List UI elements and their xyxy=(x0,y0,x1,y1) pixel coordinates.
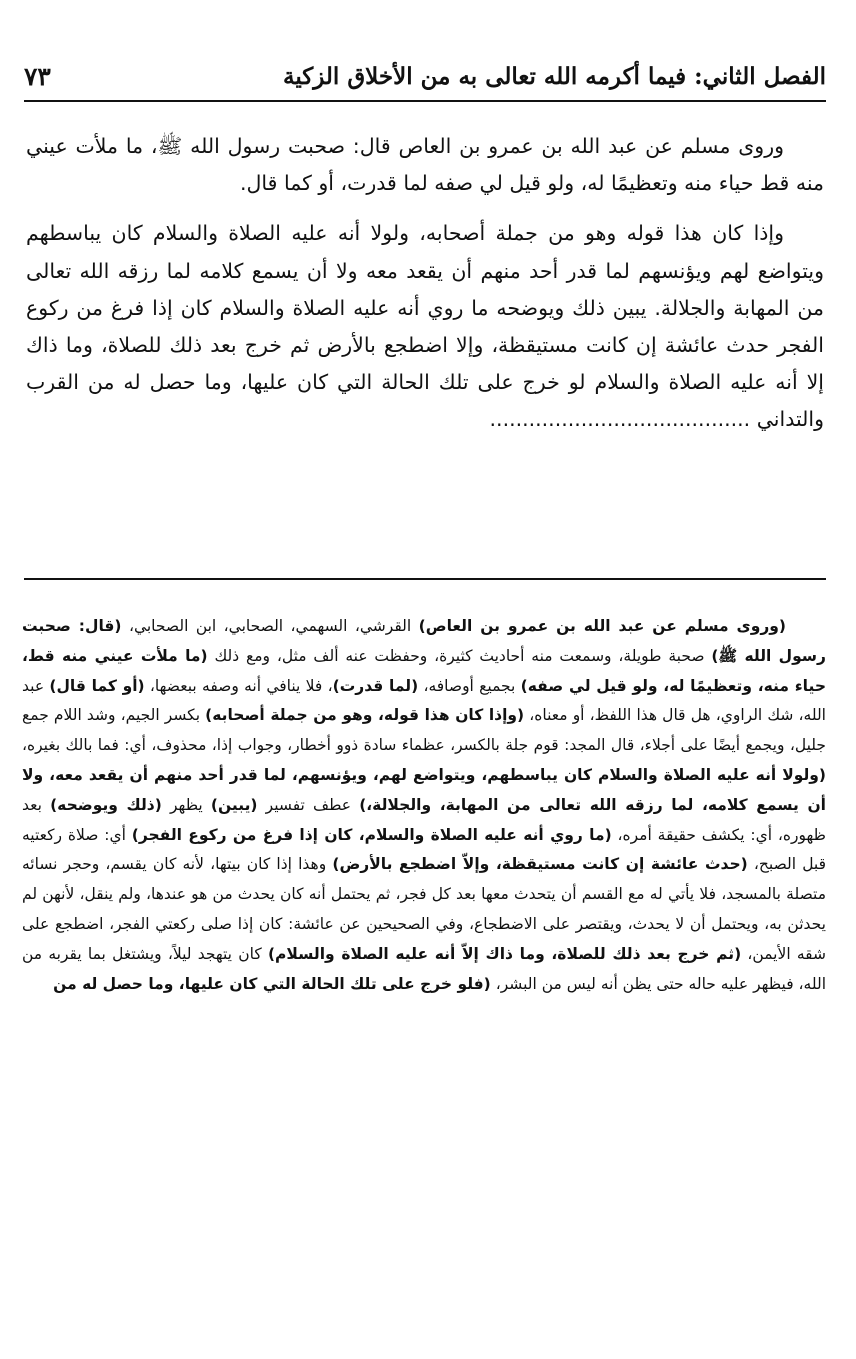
quoted-text-segment: (ما روي أنه عليه الصلاة والسلام، كان إذا فرغ من ركوع الفجر) xyxy=(131,825,612,844)
commentary-text-segment: عطف تفسير xyxy=(257,795,360,814)
header-divider xyxy=(24,100,826,102)
quoted-text-segment: (لما قدرت) xyxy=(332,676,419,695)
page-number: ٧٣ xyxy=(24,61,51,91)
commentary-text-segment: القرشي، السهمي، الصحابي، ابن الصحابي، xyxy=(121,617,419,635)
quoted-text-segment: (ما ملأت عيني منه قط، حياء منه، وتعظيمًا له، ولو قيل لي صفه) xyxy=(22,646,826,695)
commentary-text-segment: يظهر xyxy=(161,795,211,814)
chapter-title: الفصل الثاني: فيما أكرمه الله تعالى به من الأخلاق الزكية xyxy=(283,62,826,90)
commentary-text-segment: ، فلا ينافي أنه وصفه ببعضها، xyxy=(144,676,333,695)
commentary-text-segment: بجميع أوصافه، xyxy=(418,676,521,695)
main-text xyxy=(26,128,824,439)
quoted-text-segment: (ولولا أنه عليه الصلاة والسلام كان يباسطهم، ويتواضع لهم، ويؤنسهم، لما قدر أحد منهم أن يقعد معه، ولا أن يسمع كلامه، لما رزقه الله تعالى من المهابة، والجلالة،) xyxy=(22,765,826,814)
quoted-text-segment: (قال: صحبت رسول الله ﷺ) xyxy=(22,617,826,665)
continuation-dots: ........................................ xyxy=(489,407,751,432)
footnote-divider xyxy=(24,578,826,580)
commentary-text-segment: عبد الله، شك الراوي، هل قال هذا اللفظ، أو معناه، xyxy=(22,676,826,725)
main-paragraph-1: وروى مسلم عن عبد الله بن عمرو بن العاص قال: صحبت رسول الله ﷺ، ما ملأت عيني منه قط حياء منه وتعظيمًا له، ولو قيل لي صفه لما قدرت، أو كما قال. xyxy=(26,134,824,196)
quoted-text-segment: (وإذا كان هذا قوله، وهو من جملة أصحابه) xyxy=(205,706,525,725)
main-paragraph-2-text: وإذا كان هذا قوله وهو من جملة أصحابه، ولولا أنه عليه الصلاة والسلام كان يباسطهم ويتواضع لهم ويؤنسهم لما قدر أحد منهم أن يقعد معه ولا أن يسمع كلامه لما رزقه الله تعالى من المهابة والجلالة. يبين ذلك ويوضحه ما روي أنه عليه الصلاة والسلام كان إذا فرغ من ركوع الفجر حدث عائشة إن كانت مستيقظة، وإلا اضطجع بالأرض ثم خرج بعد ذلك للصلاة، وما ذاك إلا أنه عليه الصلاة والسلام لو خرج على تلك الحالة التي كان عليها، وما حصل له من القرب والتداني xyxy=(26,221,824,432)
commentary-text-segment: وهذا إذا كان بيتها، لأنه كان يقسم، وحجر نسائه متصلة بالمسجد، فلا يأتي له مع القسم أن يتحدث معها بعد كل فجر، ثم يحتمل أنه كان يحدث من هو عندها، ولم ينقل، لأنهن لم يحدثن به، ويحتمل أن لا يحدث، ويقتصر على الاضطجاع، وفي الصحيحين عن عائشة: كان إذا صلى ركعتي الفجر، اضطجع على شقه الأيمن، xyxy=(22,855,826,963)
commentary-text-segment: كان يتهجد ليلاً، ويشتغل بما يقربه من الله، فيظهر عليه حاله حتى يظن أنه ليس من البشر، xyxy=(22,944,826,993)
quoted-text-segment: (وروى مسلم عن عبد الله بن عمرو بن العاص) xyxy=(418,617,786,635)
quoted-text-segment: (ثم خرج بعد ذلك للصلاة، وما ذاك إلاّ أنه عليه الصلاة والسلام) xyxy=(267,944,742,963)
commentary-text-segment: بعد ظهوره، أي: يكشف حقيقة أمره، xyxy=(22,795,826,844)
quoted-text-segment: (أو كما قال) xyxy=(49,676,145,695)
quoted-text-segment: (فلو خرج على تلك الحالة التي كان عليها، وما حصل له من xyxy=(53,974,491,993)
quoted-text-segment: (يبين) xyxy=(210,795,258,814)
quoted-text-segment: (حدث عائشة إن كانت مستيقظة، وإلاّ اضطجع بالأرض) xyxy=(332,855,748,874)
page-header xyxy=(24,56,826,96)
quoted-text-segment: (ذلك ويوضحه) xyxy=(50,795,162,814)
main-paragraph-2 xyxy=(26,215,824,438)
commentary-section xyxy=(22,612,826,999)
commentary-text-segment: أي: صلاة ركعتيه قبل الصبح، xyxy=(22,825,827,874)
commentary-text-segment: بكسر الجيم، وشد اللام جمع جليل، ويجمع أيضًا على أجلاء، قال المجد: قوم جلة بالكسر، عظماء سادة ذوو أخطار، وجواب إذا، محذوف، أي: فما بالك بغيره، xyxy=(22,706,826,755)
commentary-paragraph xyxy=(22,612,826,999)
commentary-text-segment: صحبة طويلة، وسمعت منه أحاديث كثيرة، وحفظت عنه ألف مثل، ومع ذلك xyxy=(207,646,712,665)
